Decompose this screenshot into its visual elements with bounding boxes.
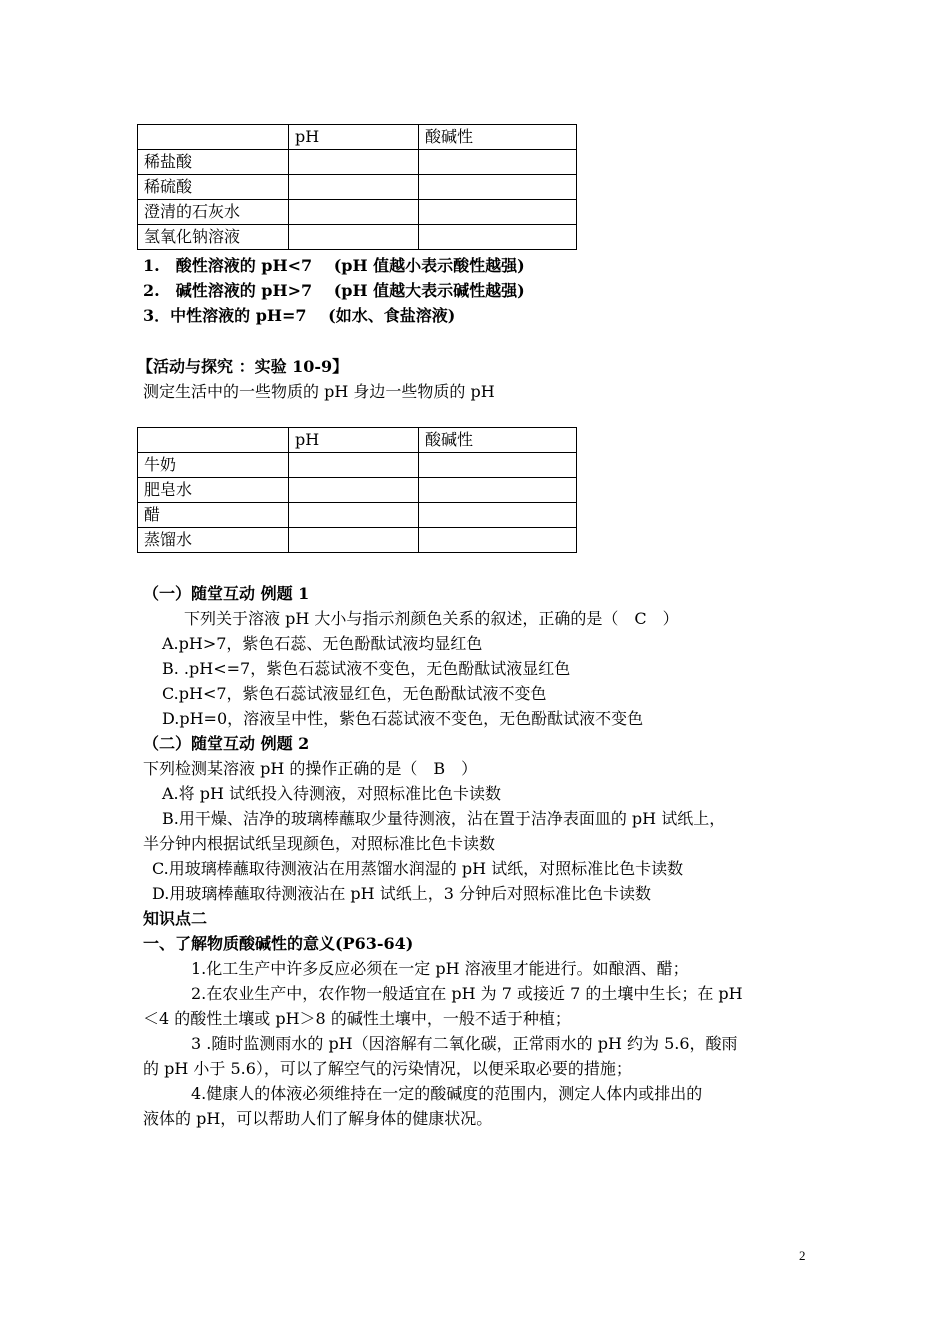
example2-option-a: A.将 pH 试纸投入待测液，对照标准比色卡读数 (162, 784, 502, 803)
example2-option-b: B.用干燥、洁净的玻璃棒蘸取少量待测液，沾在置于洁净表面皿的 pH 试纸上， (162, 809, 726, 828)
table-header-cell: 酸碱性 (419, 125, 577, 150)
table-cell (289, 175, 419, 200)
table-header-cell: pH (289, 428, 419, 453)
table-row (138, 503, 577, 528)
table-cell (419, 225, 577, 250)
example1-option-d: D.pH=0，溶液呈中性，紫色石蕊试液不变色，无色酚酞试液不变色 (162, 709, 644, 728)
table-cell (289, 150, 419, 175)
table-header-cell (138, 428, 289, 453)
ph-table-1 (137, 124, 577, 250)
table-row (138, 150, 577, 175)
table-row (138, 225, 577, 250)
table-row (138, 200, 577, 225)
table-header-cell: pH (289, 125, 419, 150)
page-number: 2 (799, 1248, 806, 1263)
activity-title: 【活动与探究 ：实验 10-9】 (137, 357, 349, 376)
activity-description: 测定生活中的一些物质的 pH 身边一些物质的 pH (143, 382, 495, 401)
example2-title: （二）随堂互动 例题 2 (143, 734, 310, 753)
table-cell: 牛奶 (138, 453, 289, 478)
table-row (138, 453, 577, 478)
table-cell (419, 150, 577, 175)
table-cell (289, 503, 419, 528)
knowledge-paragraph-4: 4.健康人的体液必须维持在一定的酸碱度的范围内，测定人体内或排出的 (191, 1084, 703, 1103)
table-header-row (138, 125, 577, 150)
table-cell (419, 200, 577, 225)
knowledge-paragraph-3-continued: 的 pH 小于 5.6），可以了解空气的污染情况，以便采取必要的措施； (143, 1059, 632, 1078)
example1-title: （一）随堂互动 例题 1 (143, 584, 310, 603)
table-cell (419, 453, 577, 478)
table-cell (289, 453, 419, 478)
table-cell (419, 478, 577, 503)
knowledge-paragraph-3: 3 .随时监测雨水的 pH（因溶解有二氧化碳，正常雨水的 pH 约为 5.6，酸雨 (191, 1034, 738, 1053)
table-cell: 稀硫酸 (138, 175, 289, 200)
example1-option-a: A.pH>7，紫色石蕊、无色酚酞试液均显红色 (162, 634, 483, 653)
knowledge-paragraph-2-continued: ＜4 的酸性土壤或 pH＞8 的碱性土壤中，一般不适于种植； (143, 1009, 571, 1028)
ph-table-2 (137, 427, 577, 553)
table-cell: 澄清的石灰水 (138, 200, 289, 225)
rule-basic: 2. 碱性溶液的 pH>7 (pH 值越大表示碱性越强) (143, 281, 525, 300)
table-cell (289, 200, 419, 225)
example1-option-c: C.pH<7，紫色石蕊试液显红色，无色酚酞试液不变色 (162, 684, 547, 703)
table-cell: 氢氧化钠溶液 (138, 225, 289, 250)
table-row (138, 175, 577, 200)
rule-neutral: 3．中性溶液的 pH=7 (如水、食盐溶液) (143, 306, 456, 325)
table-header-row (138, 428, 577, 453)
table-cell (419, 528, 577, 553)
knowledge-paragraph-2: 2.在农业生产中，农作物一般适宜在 pH 为 7 或接近 7 的土壤中生长；在 pH (191, 984, 743, 1003)
table-cell (289, 478, 419, 503)
table-cell: 稀盐酸 (138, 150, 289, 175)
example2-option-b-continued: 半分钟内根据试纸呈现颜色，对照标准比色卡读数 (143, 834, 496, 853)
table-header-cell: 酸碱性 (419, 428, 577, 453)
table-cell: 醋 (138, 503, 289, 528)
example2-option-d: D.用玻璃棒蘸取待测液沾在 pH 试纸上，3 分钟后对照标准比色卡读数 (152, 884, 651, 903)
example1-option-b: B. .pH<=7，紫色石蕊试液不变色，无色酚酞试液显红色 (162, 659, 571, 678)
table-row (138, 478, 577, 503)
table-cell (419, 503, 577, 528)
table-cell: 蒸馏水 (138, 528, 289, 553)
example1-question: 下列关于溶液 pH 大小与指示剂颜色关系的叙述，正确的是（ C ） (184, 609, 679, 628)
table-cell (289, 225, 419, 250)
table-cell (289, 528, 419, 553)
rule-acidic: 1. 酸性溶液的 pH<7 (pH 值越小表示酸性越强) (143, 256, 525, 275)
table-row (138, 528, 577, 553)
knowledge-heading: 一、了解物质酸碱性的意义(P63-64) (143, 934, 414, 953)
knowledge-title: 知识点二 (143, 909, 208, 928)
example2-question: 下列检测某溶液 pH 的操作正确的是（ B ） (143, 759, 478, 778)
knowledge-paragraph-1: 1.化工生产中许多反应必须在一定 pH 溶液里才能进行。如酿酒、醋； (191, 959, 689, 978)
table-cell (419, 175, 577, 200)
knowledge-paragraph-4-continued: 液体的 pH，可以帮助人们了解身体的健康状况。 (143, 1109, 493, 1128)
table-header-cell (138, 125, 289, 150)
example2-option-c: C.用玻璃棒蘸取待测液沾在用蒸馏水润湿的 pH 试纸，对照标准比色卡读数 (152, 859, 684, 878)
table-cell: 肥皂水 (138, 478, 289, 503)
